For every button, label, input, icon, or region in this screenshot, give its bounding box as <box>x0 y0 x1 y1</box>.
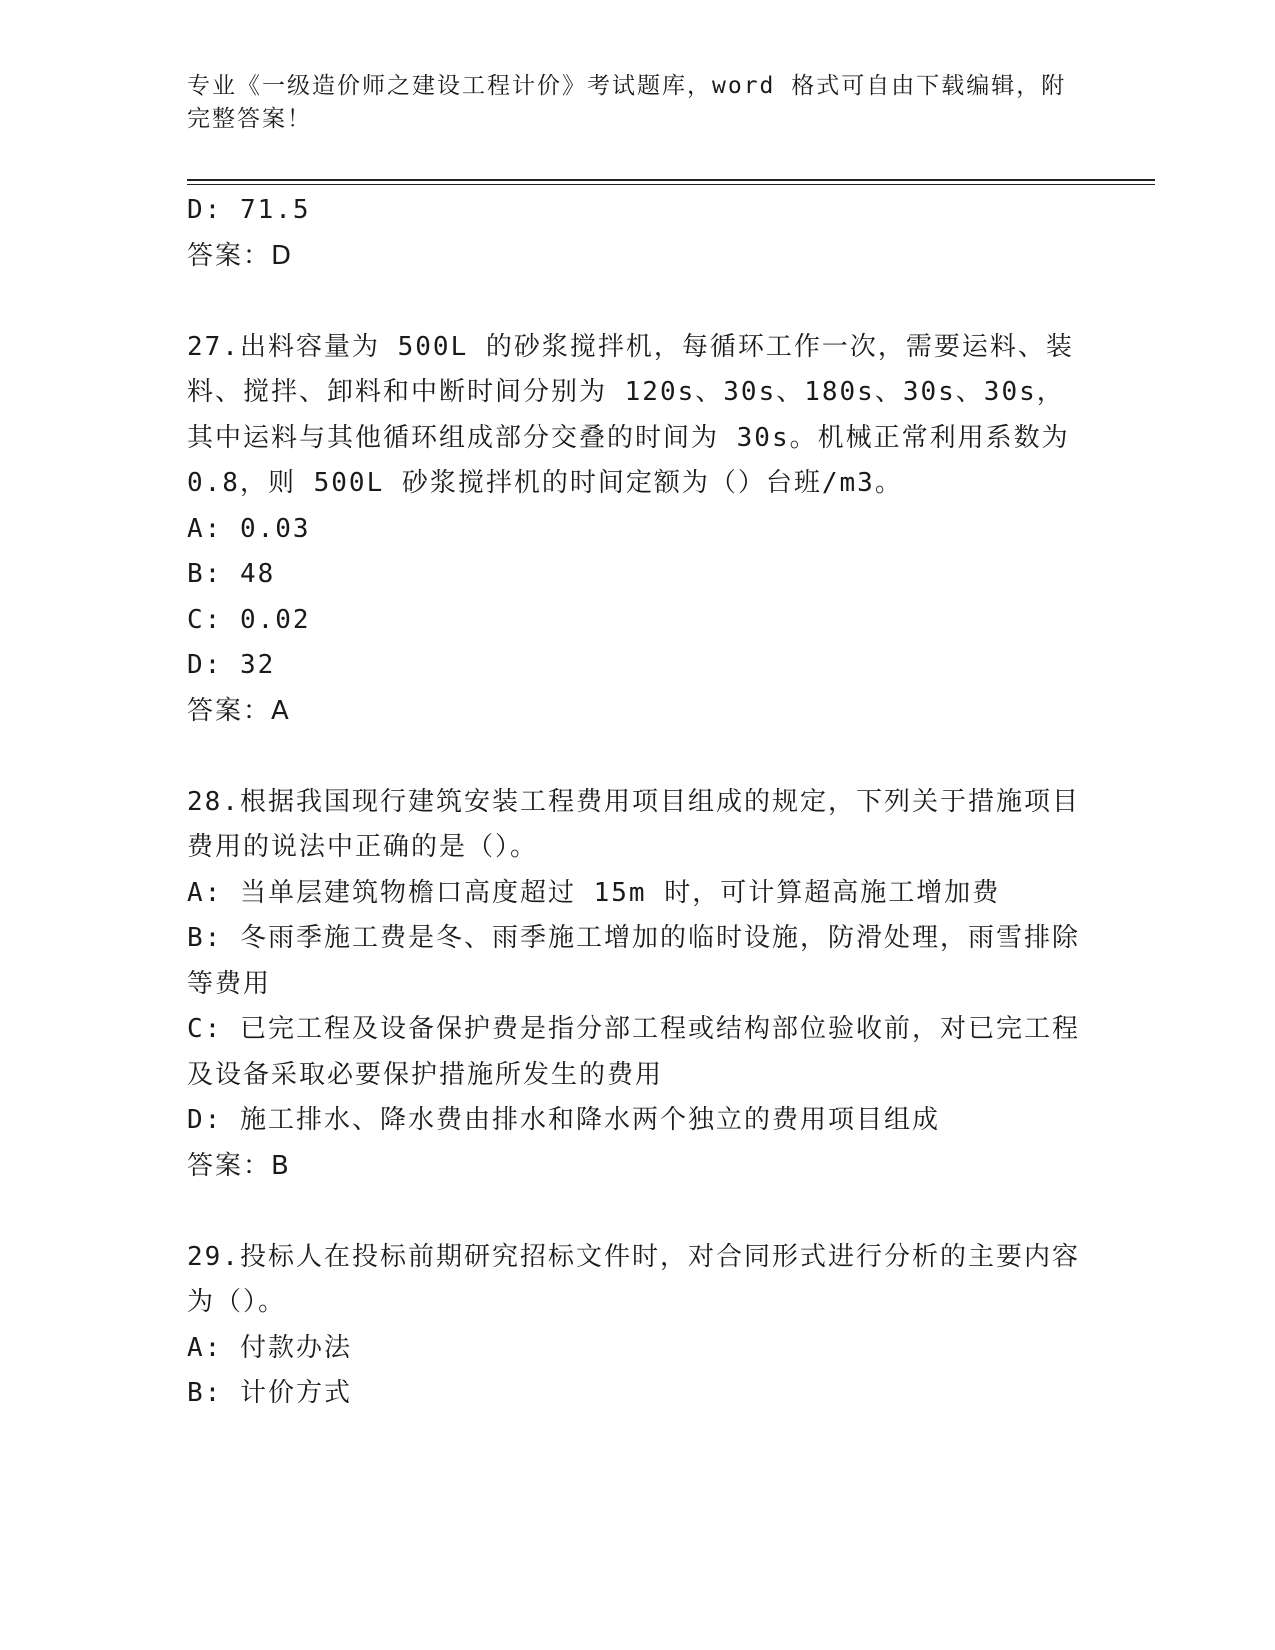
spacer <box>187 734 1087 780</box>
option-b: B: 48 <box>187 559 276 589</box>
option-b: B: 冬雨季施工费是冬、雨季施工增加的临时设施，防滑处理，雨雪排除等费用 <box>187 923 1080 999</box>
option-a: A: 付款办法 <box>187 1332 352 1363</box>
option-a: A: 0.03 <box>187 513 311 544</box>
prev-option-d: D: 71.5 <box>187 195 311 225</box>
option-b: B: 计价方式 <box>187 1378 352 1408</box>
question-text: 27.出料容量为 500L 的砂浆搅拌机，每循环工作一次，需要运料、装料、搅拌、卸料和中断时间分别为 120s、30s、180s、30s、30s，其中运料与其他循环组成部分交叠的时间为 30s。机械正常利用系数为 0.8，则 500L 砂浆搅拌机的时间定额为（）台班/m3。 <box>187 331 1074 498</box>
question-28 <box>187 780 1087 1190</box>
option-c: C: 0.02 <box>187 604 311 635</box>
answer: 答案：A <box>187 695 291 726</box>
answer: 答案：B <box>187 1150 291 1181</box>
question-text: 29.投标人在投标前期研究招标文件时，对合同形式进行分析的主要内容为（）。 <box>187 1241 1080 1317</box>
spacer <box>187 1189 1087 1235</box>
prev-answer: 答案：D <box>187 240 294 271</box>
option-a: A: 当单层建筑物檐口高度超过 15m 时，可计算超高施工增加费 <box>187 877 1001 908</box>
question-text: 28.根据我国现行建筑安装工程费用项目组成的规定，下列关于措施项目费用的说法中正确的是（）。 <box>187 786 1080 862</box>
document-body <box>187 188 1087 1417</box>
option-c: C: 已完工程及设备保护费是指分部工程或结构部位验收前，对已完工程及设备采取必要保护措施所发生的费用 <box>187 1014 1080 1090</box>
spacer <box>187 279 1087 325</box>
option-d: D: 施工排水、降水费由排水和降水两个独立的费用项目组成 <box>187 1105 940 1135</box>
option-d: D: 32 <box>187 650 276 680</box>
question-29 <box>187 1235 1087 1417</box>
header-rule-thick <box>187 179 1155 181</box>
page-header: 专业《一级造价师之建设工程计价》考试题库，word 格式可自由下载编辑，附完整答案！ <box>187 73 1067 132</box>
header-rule-thin <box>187 184 1155 185</box>
question-27 <box>187 325 1087 735</box>
